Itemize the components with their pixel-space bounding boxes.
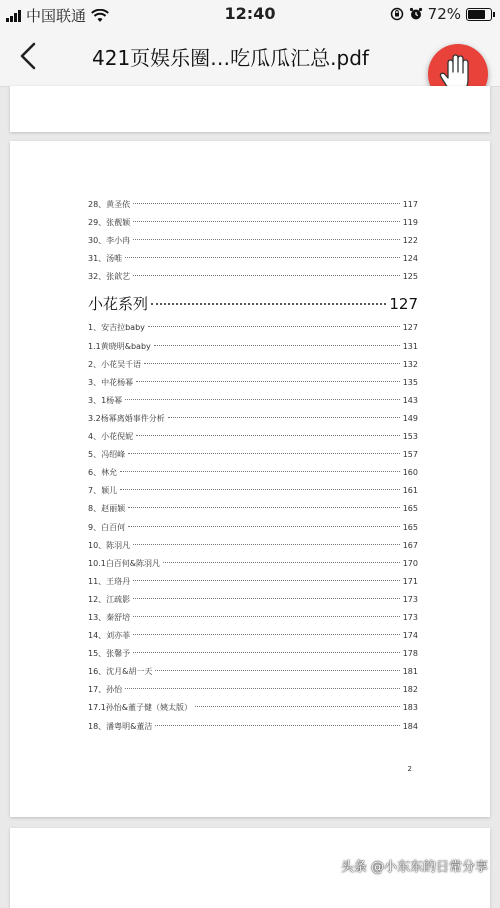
- toc-entry-label: 3、中花杨幂: [88, 377, 134, 387]
- toc-entry[interactable]: [88, 684, 418, 702]
- toc-leader: [133, 633, 400, 635]
- toc-entry-label: 3.2杨幂离婚事件分析: [88, 413, 165, 423]
- toc-leader: [195, 705, 400, 707]
- toc-entry-label: 11、王珞丹: [88, 576, 131, 586]
- toc-leader: [136, 434, 400, 436]
- toc-entry[interactable]: [88, 666, 418, 684]
- toc-entry[interactable]: [88, 594, 418, 612]
- toc-entry[interactable]: [88, 377, 418, 395]
- toc-entry-page: 143: [402, 395, 418, 405]
- toc-entry-page: 122: [402, 236, 418, 246]
- toc-leader: [133, 597, 400, 599]
- toc-entry-page: 181: [402, 667, 418, 677]
- toc-leader: [136, 380, 400, 382]
- toc-entry[interactable]: [88, 322, 418, 340]
- toc-entry[interactable]: [88, 485, 418, 503]
- toc-entry-label: 2、小花吴千语: [88, 359, 142, 369]
- toc-entry-label: 5、冯绍峰: [88, 450, 126, 460]
- toc-entry-page: 131: [402, 341, 418, 351]
- document-title: 421页娱乐圈…吃瓜瓜汇总.pdf: [92, 46, 369, 70]
- status-right: [390, 5, 492, 23]
- toc-entry[interactable]: [88, 630, 418, 648]
- toc-entry-page: 157: [402, 450, 418, 460]
- toc-entry-page: 173: [402, 594, 418, 604]
- toc-leader: [128, 525, 400, 527]
- toc-entry-page: 173: [402, 612, 418, 622]
- toc-entry[interactable]: [88, 235, 418, 253]
- toc-entry[interactable]: [88, 359, 418, 377]
- toc-entry-page: 132: [402, 359, 418, 369]
- toc-entry-page: 124: [402, 254, 418, 264]
- toc-entry-page: 184: [402, 721, 418, 731]
- toc-leader: [133, 615, 400, 617]
- orientation-lock-icon: [390, 7, 404, 21]
- toc-entry-label: 28、黄圣依: [88, 200, 131, 209]
- toc-leader: [125, 398, 400, 400]
- status-time: 12:40: [224, 4, 276, 23]
- toc-entry-page: 161: [402, 486, 418, 496]
- toc-entry-page: 182: [402, 685, 418, 695]
- toc-entry[interactable]: [88, 576, 418, 594]
- toc-entry[interactable]: [88, 253, 418, 271]
- toc-entry-page: 170: [402, 558, 418, 568]
- toc-entry-label: 3、1杨幂: [88, 395, 123, 405]
- toc-entry-label: 7、颖儿: [88, 486, 118, 496]
- toc-entry-label: 1、安吉拉baby: [88, 323, 145, 333]
- toc-entry[interactable]: [88, 558, 418, 576]
- toc-entry[interactable]: [88, 449, 418, 467]
- toc-entry-page: 178: [402, 649, 418, 659]
- toc-entry-label: 14、刘亦菲: [88, 631, 131, 641]
- toc-leader: [148, 325, 400, 327]
- status-bar: [0, 0, 500, 28]
- toc-entry-page: 119: [402, 218, 418, 228]
- toc-leader: [151, 302, 386, 305]
- toc-entry-label: 17、孙怡: [88, 685, 123, 695]
- toc-entry-label: 16、沈月&胡一天: [88, 667, 153, 677]
- toc-leader: [125, 687, 400, 689]
- toc-leader: [128, 506, 400, 508]
- toc-leader: [128, 452, 400, 454]
- toc-entry[interactable]: [88, 217, 418, 235]
- pdf-page: [10, 141, 490, 817]
- toc-leader: [133, 274, 400, 276]
- toc-entry-label: 10.1白百何&陈羽凡: [88, 558, 161, 568]
- toc-section-label: 小花系列: [88, 295, 149, 314]
- toc-entry[interactable]: [88, 612, 418, 630]
- toc-entry-label: 29、张靓颖: [88, 218, 131, 228]
- toc-entry-label: 9、白百何: [88, 522, 126, 532]
- toc-entry[interactable]: [88, 503, 418, 521]
- toc-entry-label: 4、小花倪妮: [88, 432, 134, 442]
- toc-section-heading[interactable]: [88, 293, 418, 319]
- toc-entry[interactable]: [88, 540, 418, 558]
- toc-entry-page: 171: [402, 576, 418, 586]
- previous-page: [10, 86, 490, 132]
- toc-entry-label: 12、江疏影: [88, 594, 131, 604]
- toc-entry-page: 127: [402, 323, 418, 333]
- toc-leader: [155, 724, 399, 726]
- toc-leader: [133, 579, 400, 581]
- toc-entry[interactable]: [88, 522, 418, 540]
- toc-entry-label: 30、李小冉: [88, 236, 131, 246]
- toc-entry[interactable]: [88, 413, 418, 431]
- toc-entry-label: 10、陈羽凡: [88, 540, 131, 550]
- toc-leader: [133, 651, 400, 653]
- battery-icon: [466, 8, 492, 21]
- toc-entry-label: 1.1黄晓明&baby: [88, 341, 151, 351]
- toc-entry-label: 31、汤唯: [88, 254, 123, 264]
- toc-entry-page: 149: [402, 413, 418, 423]
- carrier-label: 中国联通: [26, 7, 87, 25]
- toc-entry-page: 174: [402, 631, 418, 641]
- toc-leader: [133, 543, 400, 545]
- toc-entry-page: 153: [402, 432, 418, 442]
- toc-entry[interactable]: [88, 271, 418, 289]
- toc-entry-label: 6、林允: [88, 468, 118, 478]
- toc-entry-page: 117: [402, 200, 418, 209]
- toc-entry-label: 13、秦舒培: [88, 612, 131, 622]
- toc-leader: [120, 470, 400, 472]
- chevron-left-icon: [14, 40, 44, 72]
- toc-entry-page: 183: [402, 703, 418, 713]
- toc-entry-label: 17.1孙怡&董子健（姨太版）: [88, 703, 193, 713]
- toc-entry[interactable]: [88, 702, 418, 720]
- toc-leader: [155, 669, 399, 671]
- battery-percent: 72%: [427, 5, 461, 23]
- toc-leader: [133, 202, 400, 204]
- page-number: 2: [407, 765, 412, 773]
- toc-leader: [154, 344, 400, 346]
- toc-entry-page: 125: [402, 272, 418, 282]
- toc-entry-page: 167: [402, 540, 418, 550]
- toc-entry-label: 8、赵丽颖: [88, 504, 126, 514]
- toc-entry-label: 15、张馨予: [88, 649, 131, 659]
- toc-entry-label: 18、潘粤明&董洁: [88, 721, 153, 731]
- toc-leader: [120, 488, 400, 490]
- toc-leader: [144, 362, 400, 364]
- toc-leader: [133, 238, 400, 240]
- toc-entry-page: 160: [402, 468, 418, 478]
- toc-entry-page: 165: [402, 504, 418, 514]
- toc-leader: [168, 416, 400, 418]
- toc-entry[interactable]: [88, 648, 418, 666]
- toc-entry-label: 32、张歆艺: [88, 272, 131, 282]
- watermark: 头条 @小东东的日常分享: [340, 860, 488, 875]
- nav-bar: [0, 28, 500, 87]
- toc-leader: [163, 561, 400, 563]
- toc-section-page: 127: [389, 295, 418, 314]
- toc-entry-page: 135: [402, 377, 418, 387]
- toc-entry[interactable]: [88, 721, 418, 739]
- toc-entry[interactable]: [88, 395, 418, 413]
- battery-level: [468, 10, 485, 19]
- toc-entry[interactable]: [88, 467, 418, 485]
- toc-entry[interactable]: [88, 199, 418, 217]
- toc-leader: [125, 256, 400, 258]
- alarm-icon: [409, 7, 423, 21]
- toc-leader: [133, 220, 400, 222]
- toc-entry[interactable]: [88, 431, 418, 449]
- toc-entry-page: 165: [402, 522, 418, 532]
- back-button[interactable]: [14, 40, 44, 72]
- table-of-contents: [88, 199, 418, 739]
- toc-entry[interactable]: [88, 341, 418, 359]
